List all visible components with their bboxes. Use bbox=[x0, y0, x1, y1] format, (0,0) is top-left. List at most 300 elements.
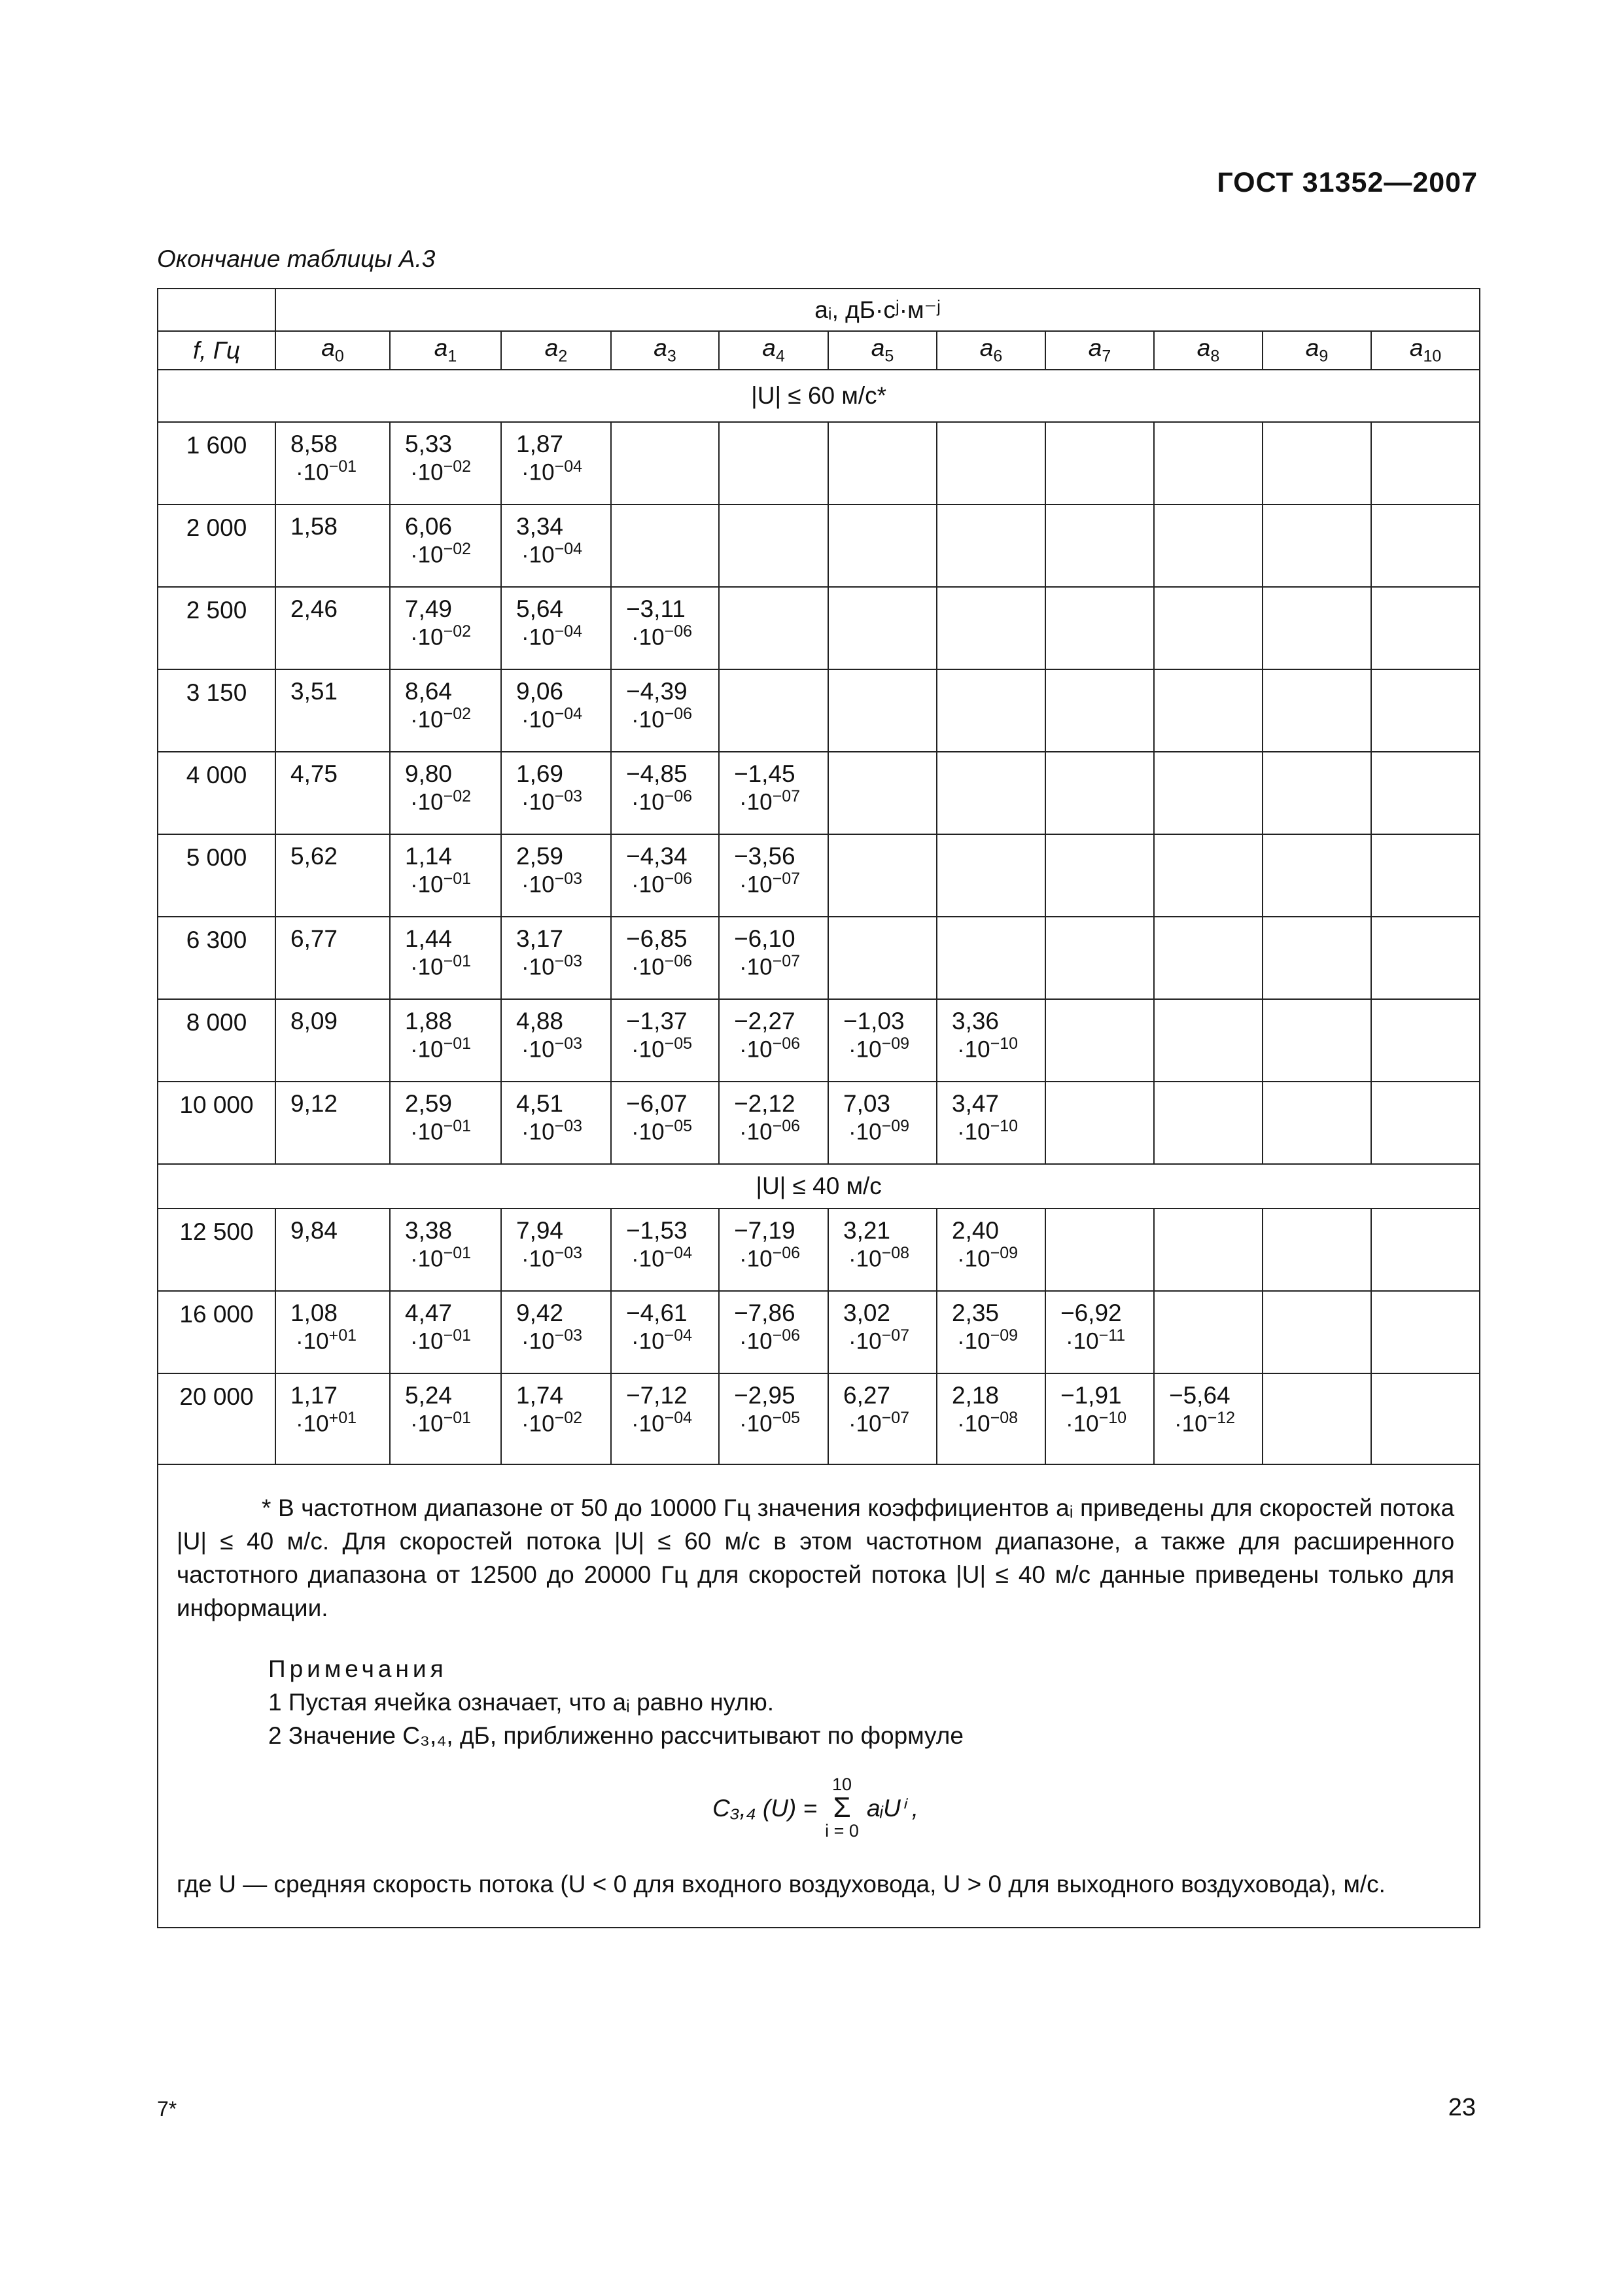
coefficient-exponent: $\cdot 10^{-03}$ bbox=[521, 1117, 583, 1145]
coefficient-mantissa: 1,14 bbox=[405, 843, 453, 870]
coefficient-cell-a0 bbox=[275, 1209, 390, 1291]
coefficient-exponent: $\cdot 10^{-07}$ bbox=[739, 787, 801, 815]
column-header-a3: $a_3$ bbox=[611, 331, 719, 370]
column-header-a0: $a_0$ bbox=[275, 331, 390, 370]
coefficient-cell-a4 bbox=[719, 999, 828, 1082]
table-row bbox=[158, 917, 1480, 999]
coefficient-mantissa: 7,49 bbox=[405, 595, 453, 622]
coefficient-cell-a4 bbox=[719, 504, 828, 587]
coefficient-mantissa: −5,64 bbox=[1169, 1382, 1230, 1409]
coefficient-cell-a3 bbox=[611, 422, 719, 504]
coefficient-cell-a4 bbox=[719, 669, 828, 752]
coefficient-cell-a3 bbox=[611, 917, 719, 999]
coefficient-mantissa: 6,77 bbox=[290, 925, 338, 952]
coefficient-mantissa: 6,06 bbox=[405, 513, 453, 540]
coefficient-cell-a5 bbox=[828, 999, 937, 1082]
coefficient-cell-a6 bbox=[937, 834, 1045, 917]
coefficient-cell-a0 bbox=[275, 917, 390, 999]
coefficient-cell-a0 bbox=[275, 422, 390, 504]
coefficient-cell-a3 bbox=[611, 1209, 719, 1291]
coefficient-exponent: $\cdot 10^{-02}$ bbox=[410, 622, 472, 650]
table-row bbox=[158, 504, 1480, 587]
coefficient-mantissa: 9,80 bbox=[405, 760, 453, 787]
coefficient-mantissa: 2,59 bbox=[405, 1090, 453, 1117]
coefficient-cell-a5 bbox=[828, 1082, 937, 1164]
coefficient-cell-a7 bbox=[1045, 504, 1154, 587]
table-row bbox=[158, 1082, 1480, 1164]
coefficient-cell-a7 bbox=[1045, 1209, 1154, 1291]
coefficient-cell-a10 bbox=[1371, 504, 1480, 587]
coefficient-cell-a7 bbox=[1045, 834, 1154, 917]
table-row bbox=[158, 1209, 1480, 1291]
coefficient-cell-a0 bbox=[275, 834, 390, 917]
coefficient-cell-a2 bbox=[501, 1209, 611, 1291]
coefficient-cell-a5 bbox=[828, 834, 937, 917]
frequency-cell bbox=[158, 834, 275, 917]
coefficient-cell-a5 bbox=[828, 917, 937, 999]
coefficient-exponent: $\cdot 10^{-01}$ bbox=[410, 1244, 472, 1272]
coefficient-exponent: $\cdot 10^{-02}$ bbox=[410, 705, 472, 733]
coefficient-cell-a9 bbox=[1263, 422, 1371, 504]
coefficient-cell-a10 bbox=[1371, 999, 1480, 1082]
coefficient-mantissa: 2,59 bbox=[516, 843, 564, 870]
coefficient-exponent: $\cdot 10^{-01}$ bbox=[296, 457, 357, 486]
coefficient-exponent: $\cdot 10^{-04}$ bbox=[521, 705, 583, 733]
coefficient-exponent: $\cdot 10^{-08}$ bbox=[848, 1244, 910, 1272]
coefficient-cell-a0 bbox=[275, 999, 390, 1082]
coefficient-cell-a1 bbox=[390, 999, 501, 1082]
coefficient-exponent: $\cdot 10^{-02}$ bbox=[410, 540, 472, 568]
formula-rhs: aᵢUⁱ , bbox=[866, 1794, 919, 1822]
frequency-value: 5 000 bbox=[186, 844, 247, 871]
page-number: 23 bbox=[1448, 2094, 1476, 2121]
coefficient-mantissa: 2,46 bbox=[290, 595, 338, 622]
coefficient-exponent: $\cdot 10^{+01}$ bbox=[296, 1409, 357, 1437]
coefficient-exponent: $\cdot 10^{-04}$ bbox=[631, 1326, 693, 1354]
column-header-a10: $a_{10}$ bbox=[1371, 331, 1480, 370]
coefficient-mantissa: 9,84 bbox=[290, 1217, 338, 1244]
coefficient-exponent: $\cdot 10^{-06}$ bbox=[739, 1326, 801, 1354]
sheet-mark: 7* bbox=[157, 2097, 177, 2121]
coefficient-mantissa: 3,47 bbox=[952, 1090, 1000, 1117]
coefficient-exponent: $\cdot 10^{-04}$ bbox=[631, 1409, 693, 1437]
formula-lhs: C₃,₄ (U) = bbox=[712, 1794, 818, 1822]
table-corner-cell bbox=[158, 289, 275, 331]
sum-lower-limit: i = 0 bbox=[825, 1821, 859, 1841]
coefficient-cell-a5 bbox=[828, 587, 937, 669]
coefficient-cell-a1 bbox=[390, 1373, 501, 1464]
coefficient-cell-a8 bbox=[1154, 752, 1263, 834]
coefficient-cell-a10 bbox=[1371, 917, 1480, 999]
coefficient-exponent: $\cdot 10^{-03}$ bbox=[521, 1034, 583, 1063]
coefficient-mantissa: −1,45 bbox=[734, 760, 795, 787]
coefficient-exponent: $\cdot 10^{-08}$ bbox=[957, 1409, 1019, 1437]
coefficient-cell-a4 bbox=[719, 1373, 828, 1464]
notes-heading: Примечания bbox=[268, 1655, 447, 1683]
coefficient-mantissa: −7,12 bbox=[626, 1382, 688, 1409]
frequency-value: 2 500 bbox=[186, 597, 247, 624]
coefficient-cell-a10 bbox=[1371, 752, 1480, 834]
coefficient-exponent: $\cdot 10^{-06}$ bbox=[739, 1117, 801, 1145]
coefficient-cell-a4 bbox=[719, 752, 828, 834]
coefficient-exponent: $\cdot 10^{-07}$ bbox=[848, 1326, 910, 1354]
coefficient-mantissa: −1,37 bbox=[626, 1008, 688, 1034]
coefficient-cell-a4 bbox=[719, 917, 828, 999]
coefficient-cell-a5 bbox=[828, 1209, 937, 1291]
coefficient-cell-a8 bbox=[1154, 999, 1263, 1082]
coefficient-cell-a2 bbox=[501, 917, 611, 999]
coefficient-cell-a7 bbox=[1045, 1373, 1154, 1464]
coefficient-cell-a8 bbox=[1154, 1209, 1263, 1291]
frequency-cell bbox=[158, 917, 275, 999]
frequency-value: 1 600 bbox=[186, 432, 247, 459]
frequency-cell bbox=[158, 587, 275, 669]
frequency-cell bbox=[158, 752, 275, 834]
formula bbox=[177, 1776, 1454, 1848]
coefficient-cell-a2 bbox=[501, 504, 611, 587]
coefficient-cell-a7 bbox=[1045, 422, 1154, 504]
coefficient-mantissa: −7,19 bbox=[734, 1217, 795, 1244]
table-row bbox=[158, 669, 1480, 752]
coefficient-exponent: $\cdot 10^{-04}$ bbox=[521, 457, 583, 486]
coefficient-mantissa: 9,12 bbox=[290, 1090, 338, 1117]
coefficient-mantissa: 1,74 bbox=[516, 1382, 564, 1409]
footnote: * В частотном диапазоне от 50 до 10000 Гц значения коэффициентов aᵢ приведены для скоростей потока |U| ≤ 40 м/с. Для скоростей потока |U| ≤ 60 м/с в этом частотном диапазоне, а также для расширенного частотного диапазона от 12500 до 20000 Гц для скоростей потока |U| ≤ 40 м/с данные приведены только для информации. bbox=[177, 1494, 1455, 1622]
coefficient-cell-a6 bbox=[937, 587, 1045, 669]
coefficient-cell-a5 bbox=[828, 422, 937, 504]
coefficient-mantissa: 4,88 bbox=[516, 1008, 564, 1034]
coefficient-cell-a4 bbox=[719, 422, 828, 504]
coefficient-cell-a2 bbox=[501, 587, 611, 669]
column-header-a1: $a_1$ bbox=[390, 331, 501, 370]
coefficient-cell-a2 bbox=[501, 999, 611, 1082]
coefficient-mantissa: 4,75 bbox=[290, 760, 338, 787]
variable-definition: где U — средняя скорость потока (U < 0 для входного воздуховода, U > 0 для выходного воздуховода), м/с. bbox=[177, 1871, 1386, 1898]
coefficient-cell-a2 bbox=[501, 752, 611, 834]
column-header-a2: $a_2$ bbox=[501, 331, 611, 370]
coefficient-mantissa: 3,38 bbox=[405, 1217, 453, 1244]
coefficient-cell-a6 bbox=[937, 999, 1045, 1082]
frequency-cell bbox=[158, 1373, 275, 1464]
frequency-cell bbox=[158, 999, 275, 1082]
coefficient-cell-a10 bbox=[1371, 1373, 1480, 1464]
section-row-40 bbox=[158, 1164, 1480, 1209]
coefficient-cell-a1 bbox=[390, 752, 501, 834]
coefficient-mantissa: 7,94 bbox=[516, 1217, 564, 1244]
coefficient-cell-a7 bbox=[1045, 999, 1154, 1082]
coefficient-mantissa: 3,17 bbox=[516, 925, 564, 952]
coefficient-cell-a6 bbox=[937, 669, 1045, 752]
coefficient-exponent: $\cdot 10^{-09}$ bbox=[848, 1034, 910, 1063]
coefficient-mantissa: 1,44 bbox=[405, 925, 453, 952]
group-header: aᵢ, дБ·cʲ·м⁻ʲ bbox=[275, 289, 1480, 331]
coefficient-cell-a0 bbox=[275, 752, 390, 834]
column-header-row bbox=[158, 331, 1480, 370]
coefficient-exponent: $\cdot 10^{-06}$ bbox=[631, 705, 693, 733]
coefficient-mantissa: 5,33 bbox=[405, 431, 453, 457]
coefficient-cell-a7 bbox=[1045, 669, 1154, 752]
coefficient-cell-a3 bbox=[611, 1082, 719, 1164]
coefficient-cell-a9 bbox=[1263, 1209, 1371, 1291]
coefficient-cell-a1 bbox=[390, 1291, 501, 1373]
coefficient-mantissa: 1,08 bbox=[290, 1299, 338, 1326]
coefficient-exponent: $\cdot 10^{-09}$ bbox=[957, 1326, 1019, 1354]
coefficient-cell-a1 bbox=[390, 917, 501, 999]
coefficient-exponent: $\cdot 10^{-03}$ bbox=[521, 1244, 583, 1272]
frequency-value: 12 500 bbox=[179, 1218, 254, 1245]
coefficient-cell-a9 bbox=[1263, 1291, 1371, 1373]
frequency-cell bbox=[158, 422, 275, 504]
coefficient-mantissa: 8,64 bbox=[405, 678, 453, 705]
coefficient-mantissa: −3,11 bbox=[626, 595, 686, 622]
coefficient-mantissa: −2,95 bbox=[734, 1382, 795, 1409]
coefficient-cell-a5 bbox=[828, 504, 937, 587]
coefficient-exponent: $\cdot 10^{-06}$ bbox=[739, 1034, 801, 1063]
coefficient-cell-a8 bbox=[1154, 1373, 1263, 1464]
coefficient-cell-a10 bbox=[1371, 669, 1480, 752]
coefficient-exponent: $\cdot 10^{-01}$ bbox=[410, 1034, 472, 1063]
coefficient-exponent: $\cdot 10^{-04}$ bbox=[521, 540, 583, 568]
coefficient-cell-a4 bbox=[719, 1209, 828, 1291]
coefficient-cell-a9 bbox=[1263, 504, 1371, 587]
coefficient-mantissa: 3,02 bbox=[843, 1299, 891, 1326]
coefficient-cell-a10 bbox=[1371, 834, 1480, 917]
coefficient-mantissa: 5,64 bbox=[516, 595, 564, 622]
coefficient-mantissa: 4,47 bbox=[405, 1299, 453, 1326]
frequency-value: 4 000 bbox=[186, 762, 247, 788]
coefficient-cell-a10 bbox=[1371, 587, 1480, 669]
coefficient-cell-a9 bbox=[1263, 587, 1371, 669]
coefficient-exponent: $\cdot 10^{-06}$ bbox=[631, 952, 693, 980]
coefficient-cell-a2 bbox=[501, 1373, 611, 1464]
coefficient-cell-a7 bbox=[1045, 1291, 1154, 1373]
table-row bbox=[158, 1291, 1480, 1373]
coefficient-cell-a7 bbox=[1045, 587, 1154, 669]
frequency-value: 8 000 bbox=[186, 1009, 247, 1036]
coefficient-cell-a8 bbox=[1154, 1082, 1263, 1164]
coefficient-mantissa: −6,85 bbox=[626, 925, 688, 952]
document-number: ГОСТ 31352—2007 bbox=[1217, 167, 1478, 198]
coefficient-exponent: $\cdot 10^{-05}$ bbox=[739, 1409, 801, 1437]
coefficient-mantissa: −7,86 bbox=[734, 1299, 795, 1326]
frequency-cell bbox=[158, 504, 275, 587]
frequency-value: 2 000 bbox=[186, 514, 247, 541]
coefficient-mantissa: 3,34 bbox=[516, 513, 564, 540]
coefficient-exponent: $\cdot 10^{-03}$ bbox=[521, 1326, 583, 1354]
coefficient-cell-a5 bbox=[828, 1291, 937, 1373]
coefficient-cell-a8 bbox=[1154, 834, 1263, 917]
coefficient-mantissa: 7,03 bbox=[843, 1090, 891, 1117]
coefficient-cell-a7 bbox=[1045, 1082, 1154, 1164]
column-header-a7: $a_7$ bbox=[1045, 331, 1154, 370]
frequency-cell bbox=[158, 669, 275, 752]
coefficient-cell-a5 bbox=[828, 1373, 937, 1464]
coefficient-exponent: $\cdot 10^{-04}$ bbox=[521, 622, 583, 650]
section-label-40: |U| ≤ 40 м/с bbox=[158, 1164, 1480, 1209]
frequency-value: 20 000 bbox=[179, 1383, 254, 1410]
coefficient-cell-a2 bbox=[501, 669, 611, 752]
coefficient-cell-a10 bbox=[1371, 422, 1480, 504]
coefficient-cell-a1 bbox=[390, 422, 501, 504]
coefficient-cell-a7 bbox=[1045, 752, 1154, 834]
coefficient-exponent: $\cdot 10^{-02}$ bbox=[410, 787, 472, 815]
coefficient-cell-a3 bbox=[611, 1291, 719, 1373]
coefficient-exponent: $\cdot 10^{-05}$ bbox=[631, 1034, 693, 1063]
coefficient-exponent: $\cdot 10^{-09}$ bbox=[848, 1117, 910, 1145]
coefficient-exponent: $\cdot 10^{-01}$ bbox=[410, 1409, 472, 1437]
coefficient-cell-a9 bbox=[1263, 834, 1371, 917]
coefficient-exponent: $\cdot 10^{-06}$ bbox=[631, 870, 693, 898]
note-1: 1 Пустая ячейка означает, что aᵢ равно нулю. bbox=[268, 1689, 774, 1716]
coefficient-exponent: $\cdot 10^{-02}$ bbox=[521, 1409, 583, 1437]
coefficient-cell-a2 bbox=[501, 834, 611, 917]
coefficient-mantissa: 1,88 bbox=[405, 1008, 453, 1034]
coefficient-cell-a10 bbox=[1371, 1082, 1480, 1164]
coefficient-cell-a0 bbox=[275, 1373, 390, 1464]
table-row bbox=[158, 999, 1480, 1082]
coefficient-cell-a3 bbox=[611, 834, 719, 917]
coefficient-cell-a10 bbox=[1371, 1209, 1480, 1291]
coefficient-exponent: $\cdot 10^{-10}$ bbox=[957, 1034, 1019, 1063]
coefficient-mantissa: 2,40 bbox=[952, 1217, 1000, 1244]
coefficient-cell-a1 bbox=[390, 834, 501, 917]
coefficient-mantissa: 9,06 bbox=[516, 678, 564, 705]
coefficient-mantissa: 5,24 bbox=[405, 1382, 453, 1409]
coefficient-exponent: $\cdot 10^{-11}$ bbox=[1066, 1326, 1126, 1354]
coefficient-mantissa: 1,17 bbox=[290, 1382, 338, 1409]
coefficient-cell-a3 bbox=[611, 1373, 719, 1464]
table-row bbox=[158, 1373, 1480, 1464]
coefficient-cell-a6 bbox=[937, 1291, 1045, 1373]
coefficient-exponent: $\cdot 10^{-10}$ bbox=[957, 1117, 1019, 1145]
coefficient-table bbox=[157, 288, 1480, 1928]
coefficient-cell-a4 bbox=[719, 587, 828, 669]
coefficient-mantissa: 6,27 bbox=[843, 1382, 891, 1409]
coefficient-exponent: $\cdot 10^{-07}$ bbox=[848, 1409, 910, 1437]
frequency-value: 10 000 bbox=[179, 1091, 254, 1118]
coefficient-mantissa: −4,61 bbox=[626, 1299, 688, 1326]
coefficient-mantissa: 3,51 bbox=[290, 678, 338, 705]
coefficient-mantissa: 2,18 bbox=[952, 1382, 1000, 1409]
coefficient-cell-a4 bbox=[719, 1082, 828, 1164]
coefficient-cell-a2 bbox=[501, 1291, 611, 1373]
coefficient-cell-a3 bbox=[611, 504, 719, 587]
section-row-60 bbox=[158, 370, 1480, 422]
coefficient-cell-a8 bbox=[1154, 669, 1263, 752]
coefficient-cell-a0 bbox=[275, 504, 390, 587]
coefficient-mantissa: −1,91 bbox=[1060, 1382, 1122, 1409]
coefficient-mantissa: 1,58 bbox=[290, 513, 338, 540]
coefficient-exponent: $\cdot 10^{-12}$ bbox=[1174, 1409, 1236, 1437]
coefficient-exponent: $\cdot 10^{-01}$ bbox=[410, 870, 472, 898]
coefficient-mantissa: 3,21 bbox=[843, 1217, 891, 1244]
coefficient-cell-a4 bbox=[719, 834, 828, 917]
coefficient-mantissa: −6,92 bbox=[1060, 1299, 1122, 1326]
coefficient-cell-a9 bbox=[1263, 1373, 1371, 1464]
frequency-cell bbox=[158, 1082, 275, 1164]
coefficient-exponent: $\cdot 10^{-03}$ bbox=[521, 952, 583, 980]
coefficient-cell-a6 bbox=[937, 1373, 1045, 1464]
coefficient-mantissa: 9,42 bbox=[516, 1299, 564, 1326]
notes-cell bbox=[158, 1464, 1480, 1928]
coefficient-cell-a3 bbox=[611, 587, 719, 669]
coefficient-cell-a5 bbox=[828, 669, 937, 752]
coefficient-cell-a6 bbox=[937, 1209, 1045, 1291]
coefficient-cell-a10 bbox=[1371, 1291, 1480, 1373]
coefficient-exponent: $\cdot 10^{-04}$ bbox=[631, 1244, 693, 1272]
coefficient-mantissa: −4,85 bbox=[626, 760, 688, 787]
coefficient-exponent: $\cdot 10^{-02}$ bbox=[410, 457, 472, 486]
table-row bbox=[158, 752, 1480, 834]
coefficient-cell-a3 bbox=[611, 669, 719, 752]
frequency-cell bbox=[158, 1209, 275, 1291]
coefficient-cell-a1 bbox=[390, 1082, 501, 1164]
coefficient-exponent: $\cdot 10^{-09}$ bbox=[957, 1244, 1019, 1272]
coefficient-cell-a8 bbox=[1154, 504, 1263, 587]
column-header-a9: $a_9$ bbox=[1263, 331, 1371, 370]
coefficient-cell-a6 bbox=[937, 752, 1045, 834]
note-2: 2 Значение C₃,₄, дБ, приближенно рассчитывают по формуле bbox=[268, 1722, 964, 1750]
coefficient-cell-a9 bbox=[1263, 752, 1371, 834]
coefficient-mantissa: −1,03 bbox=[843, 1008, 905, 1034]
coefficient-exponent: $\cdot 10^{-07}$ bbox=[739, 952, 801, 980]
coefficient-cell-a0 bbox=[275, 1291, 390, 1373]
coefficient-cell-a8 bbox=[1154, 1291, 1263, 1373]
coefficient-cell-a9 bbox=[1263, 999, 1371, 1082]
coefficient-cell-a1 bbox=[390, 669, 501, 752]
coefficient-cell-a1 bbox=[390, 587, 501, 669]
coefficient-mantissa: −6,07 bbox=[626, 1090, 688, 1117]
coefficient-mantissa: 4,51 bbox=[516, 1090, 564, 1117]
section-label-60: |U| ≤ 60 м/с* bbox=[158, 370, 1480, 422]
coefficient-mantissa: −2,12 bbox=[734, 1090, 795, 1117]
coefficient-mantissa: 1,87 bbox=[516, 431, 564, 457]
coefficient-cell-a4 bbox=[719, 1291, 828, 1373]
coefficient-cell-a0 bbox=[275, 669, 390, 752]
coefficient-cell-a8 bbox=[1154, 917, 1263, 999]
coefficient-mantissa: 3,36 bbox=[952, 1008, 1000, 1034]
coefficient-cell-a0 bbox=[275, 1082, 390, 1164]
coefficient-cell-a3 bbox=[611, 999, 719, 1082]
coefficient-cell-a6 bbox=[937, 917, 1045, 999]
coefficient-cell-a1 bbox=[390, 504, 501, 587]
coefficient-cell-a6 bbox=[937, 422, 1045, 504]
table-row bbox=[158, 422, 1480, 504]
coefficient-exponent: $\cdot 10^{-01}$ bbox=[410, 952, 472, 980]
frequency-value: 3 150 bbox=[186, 679, 247, 706]
coefficient-cell-a8 bbox=[1154, 422, 1263, 504]
coefficient-exponent: $\cdot 10^{-07}$ bbox=[739, 870, 801, 898]
coefficient-mantissa: −4,39 bbox=[626, 678, 688, 705]
column-header-a4: $a_4$ bbox=[719, 331, 828, 370]
coefficient-exponent: $\cdot 10^{-10}$ bbox=[1066, 1409, 1127, 1437]
coefficient-mantissa: −1,53 bbox=[626, 1217, 688, 1244]
column-header-f: f, Гц bbox=[158, 331, 275, 370]
coefficient-cell-a6 bbox=[937, 504, 1045, 587]
coefficient-cell-a2 bbox=[501, 1082, 611, 1164]
sigma-icon: Σ bbox=[833, 1792, 851, 1824]
frequency-cell bbox=[158, 1291, 275, 1373]
coefficient-exponent: $\cdot 10^{-03}$ bbox=[521, 787, 583, 815]
coefficient-cell-a0 bbox=[275, 587, 390, 669]
coefficient-cell-a2 bbox=[501, 422, 611, 504]
coefficient-cell-a1 bbox=[390, 1209, 501, 1291]
sum-operator bbox=[825, 1776, 859, 1840]
coefficient-mantissa: 5,62 bbox=[290, 843, 338, 870]
coefficient-mantissa: 8,09 bbox=[290, 1008, 338, 1034]
coefficient-exponent: $\cdot 10^{-06}$ bbox=[631, 622, 693, 650]
coefficient-mantissa: −3,56 bbox=[734, 843, 795, 870]
